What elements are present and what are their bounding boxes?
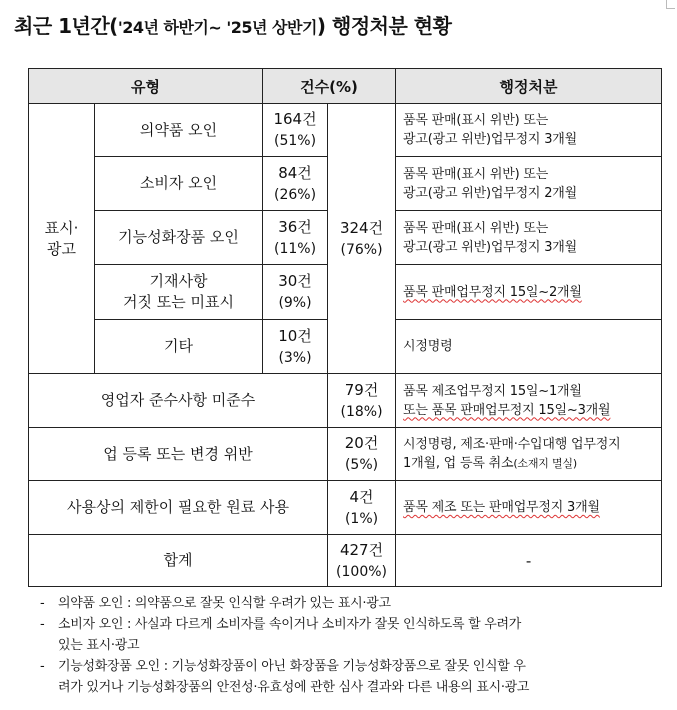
action-cell: 품목 판매(표시 위반) 또는 광고(광고 위반)업무정지 3개월: [396, 104, 662, 157]
category-display-ad: 표시· 광고: [29, 104, 95, 374]
table-total-row: [29, 535, 662, 587]
table-header-row: [29, 69, 662, 104]
action-cell: 시정명령: [396, 320, 662, 374]
table-row: [29, 481, 662, 535]
page-title: [14, 10, 451, 39]
action-cell: 품목 판매업무정지 15일~2개월: [396, 265, 662, 320]
title-period: '24년 하반기~ '25년 상반기: [117, 18, 317, 37]
subtype-cell: 기능성화장품 오인: [95, 211, 263, 265]
footnotes: [40, 593, 640, 698]
subtype-cell: 기재사항 거짓 또는 미표시: [95, 265, 263, 320]
total-count-cell: 427건 (100%): [328, 535, 396, 587]
count-cell: 36건 (11%): [263, 211, 328, 265]
group-total-cell: 324건 (76%): [328, 104, 396, 374]
type-compliance: 영업자 준수사항 미준수: [29, 374, 328, 428]
page-corner-mark: [666, 0, 675, 9]
header-action: 행정처분: [396, 69, 662, 104]
footnote-item: - 소비자 오인 : 사실과 다르게 소비자를 속이거나 소비자가 잘못 인식하도록 할 우려가 있는 표시·광고: [40, 617, 522, 653]
header-type: 유형: [29, 69, 263, 104]
action-cell: 품목 판매(표시 위반) 또는 광고(광고 위반)업무정지 2개월: [396, 157, 662, 211]
admin-action-table: [28, 68, 662, 587]
count-cell: 164건 (51%): [263, 104, 328, 157]
subtype-cell: 의약품 오인: [95, 104, 263, 157]
type-restricted-material: 사용상의 제한이 필요한 원료 사용: [29, 481, 328, 535]
count-cell: 79건 (18%): [328, 374, 396, 428]
header-count: 건수(%): [263, 69, 396, 104]
table-row: [29, 374, 662, 428]
total-action-cell: -: [396, 535, 662, 587]
action-cell: 품목 판매(표시 위반) 또는 광고(광고 위반)업무정지 3개월: [396, 211, 662, 265]
count-cell: 10건 (3%): [263, 320, 328, 374]
table-row: [29, 428, 662, 481]
action-cell: 시정명령, 제조·판매·수입대행 업무정지 1개월, 업 등록 취소(소재지 멸실): [396, 428, 662, 481]
type-registration: 업 등록 또는 변경 위반: [29, 428, 328, 481]
subtype-cell: 소비자 오인: [95, 157, 263, 211]
subtype-cell: 기타: [95, 320, 263, 374]
count-cell: 4건 (1%): [328, 481, 396, 535]
total-label: 합계: [29, 535, 328, 587]
action-cell: 품목 제조 또는 판매업무정지 3개월: [396, 481, 662, 535]
footnote-item: - 의약품 오인 : 의약품으로 잘못 인식할 우려가 있는 표시·광고: [40, 596, 391, 611]
count-cell: 20건 (5%): [328, 428, 396, 481]
count-cell: 30건 (9%): [263, 265, 328, 320]
table-row: [29, 104, 662, 157]
action-cell: 품목 제조업무정지 15일~1개월 또는 품목 판매업무정지 15일~3개월: [396, 374, 662, 428]
footnote-item: - 기능성화장품 오인 : 기능성화장품이 아닌 화장품을 기능성화장품으로 잘못 인식할 우 려가 있거나 기능성화장품의 안전성·유효성에 관한 심사 결과와 다른 내용의 표시·광고: [40, 659, 530, 695]
count-cell: 84건 (26%): [263, 157, 328, 211]
title-main-a: 최근 1년간(: [14, 14, 118, 38]
title-main-b: ) 행정처분 현황: [316, 14, 452, 38]
